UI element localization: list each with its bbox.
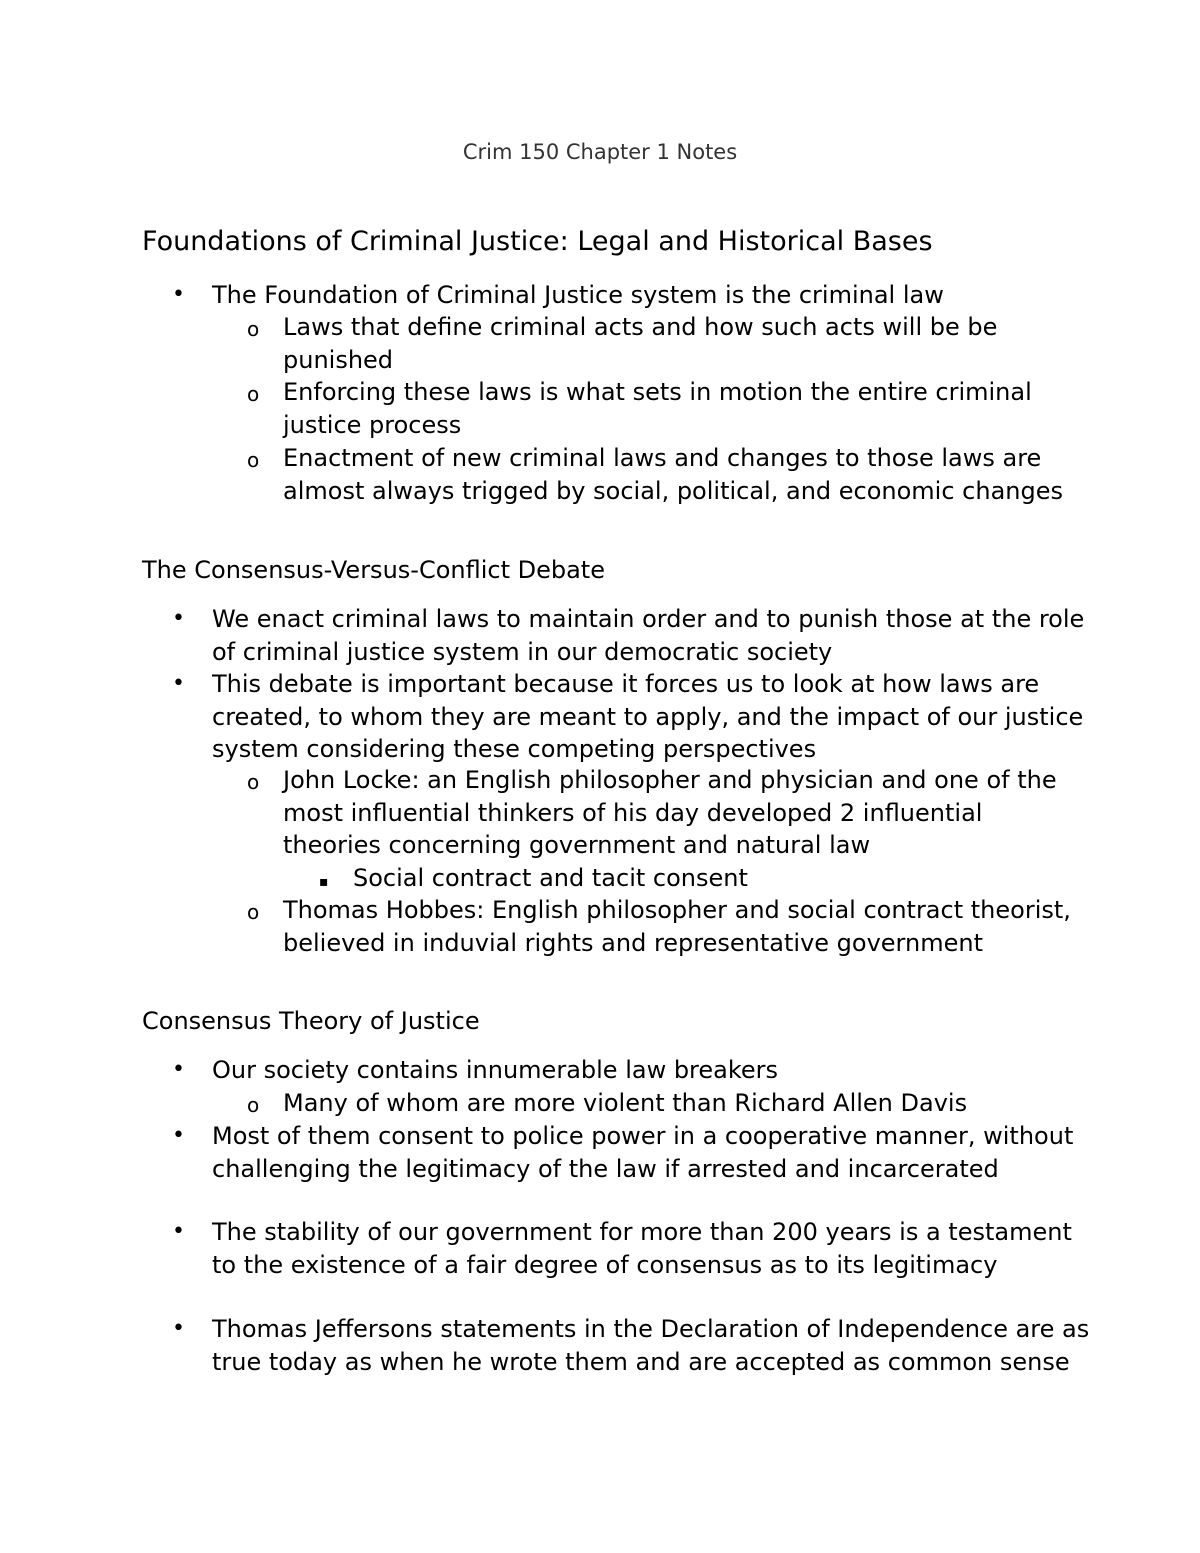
list-item [247, 894, 1083, 959]
square-marker: ▪ [319, 874, 329, 890]
list-item-text: Enactment of new criminal laws and changes to those laws are almost always trigged by social, political, and economic changes [283, 444, 1063, 505]
document-title: Crim 150 Chapter 1 Notes [462, 140, 738, 164]
list-item [247, 764, 1083, 862]
list-item-text: Thomas Jeffersons statements in the Declaration of Independence are as true today as when he wrote them and are accepted as common sense [212, 1315, 1090, 1376]
bullet-marker: • [172, 606, 185, 631]
bullet-marker: • [172, 1057, 185, 1082]
circle-marker: o [247, 900, 260, 924]
list-item [319, 862, 1093, 895]
bullet-marker: • [172, 671, 185, 696]
list-item [247, 376, 1083, 441]
list-item-text: Many of whom are more violent than Richard Allen Davis [283, 1089, 968, 1117]
bullet-marker: • [172, 1316, 185, 1341]
list-item [172, 1120, 1092, 1185]
list-item-text: The stability of our government for more than 200 years is a testament to the existence of a fair degree of consensus as to its legitimacy [212, 1218, 1072, 1279]
list-item [247, 311, 1083, 376]
list-item [247, 442, 1083, 507]
section-heading-foundations: Foundations of Criminal Justice: Legal and Historical Bases [142, 226, 933, 257]
list-item-text: This debate is important because it forces us to look at how laws are created, to whom they are meant to apply, and the impact of our justice system considering these competing perspectives [212, 670, 1084, 763]
bullet-marker: • [172, 1219, 185, 1244]
bullet-marker: • [172, 282, 185, 307]
list-item-text: Social contract and tacit consent [353, 864, 748, 892]
bullet-marker: • [172, 1123, 185, 1148]
list-item-text: Laws that define criminal acts and how such acts will be be punished [283, 313, 998, 374]
list-item-text: Our society contains innumerable law breakers [212, 1056, 779, 1084]
circle-marker: o [247, 770, 260, 794]
list-item [247, 1087, 1083, 1120]
section-heading-consensus-theory: Consensus Theory of Justice [142, 1007, 480, 1035]
list-item-text: John Locke: an English philosopher and physician and one of the most influential thinkers of his day developed 2 influential theories concerning government and natural law [283, 766, 1057, 859]
list-item [172, 603, 1092, 668]
circle-marker: o [247, 448, 260, 472]
circle-marker: o [247, 382, 260, 406]
list-item-text: The Foundation of Criminal Justice system is the criminal law [212, 281, 944, 309]
list-item [172, 1313, 1092, 1378]
list-item-text: Enforcing these laws is what sets in motion the entire criminal justice process [283, 378, 1032, 439]
list-item [172, 1216, 1092, 1281]
circle-marker: o [247, 1093, 260, 1117]
circle-marker: o [247, 317, 260, 341]
list-item [172, 668, 1092, 766]
list-item [172, 279, 1092, 312]
section-heading-consensus-conflict: The Consensus-Versus-Conflict Debate [142, 556, 605, 584]
list-item-text: We enact criminal laws to maintain order and to punish those at the role of criminal justice system in our democratic society [212, 605, 1085, 666]
list-item-text: Thomas Hobbes: English philosopher and social contract theorist, believed in induvial rights and representative government [283, 896, 1071, 957]
list-item [172, 1054, 1092, 1087]
list-item-text: Most of them consent to police power in a cooperative manner, without challenging the legitimacy of the law if arrested and incarcerated [212, 1122, 1074, 1183]
